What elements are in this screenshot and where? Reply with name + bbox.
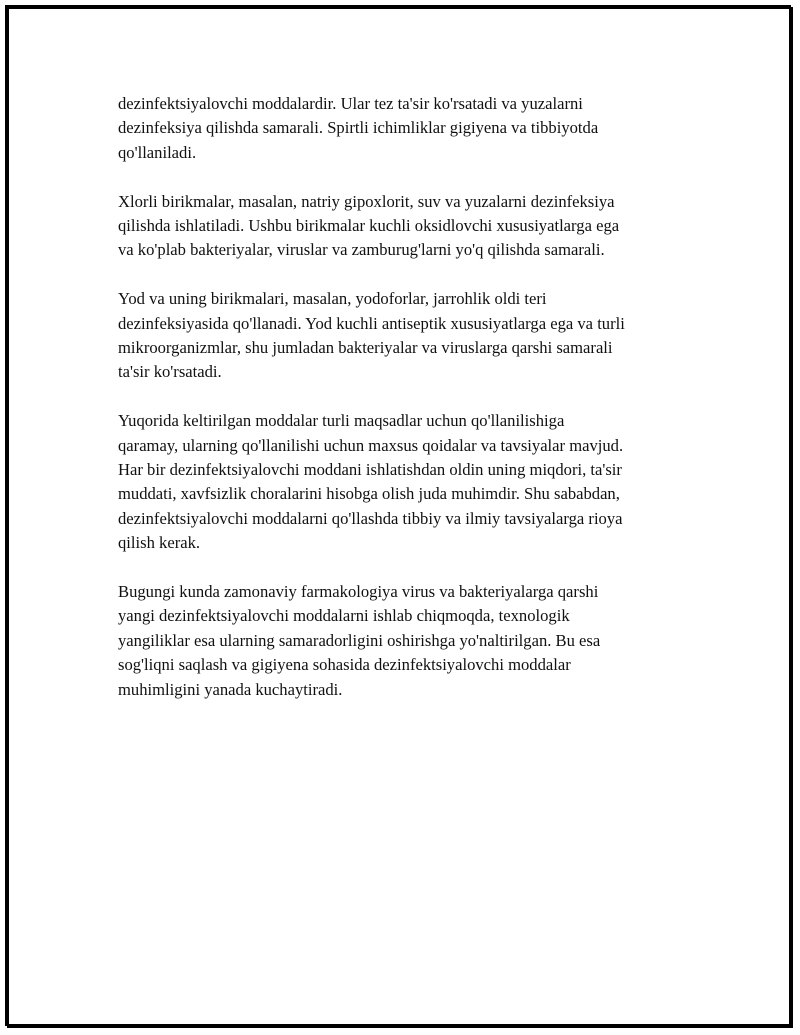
document-body <box>118 92 698 726</box>
paragraph-usage-guidelines: Yuqorida keltirilgan moddalar turli maqsadlar uchun qo'llanilishiga qaramay, ularning qo'llanilishi uchun maxsus qoidalar va tavsiyalar mavjud. Har bir dezinfektsiyalovchi moddani ishlatishdan oldin uning miqdori, ta'sir muddati, xavfsizlik choralarini hisobga olish juda muhimdir. Shu sababdan, dezinfektsiyalovchi moddalarni qo'llashda tibbiy va ilmiy tavsiyalarga rioya qilish kerak. <box>118 411 624 553</box>
paragraph-iodine: Yod va uning birikmalari, masalan, yodoforlar, jarrohlik oldi teri dezinfeksiyasida qo'llanadi. Yod kuchli antiseptik xususiyatlarga ega va turli mikroorganizmlar, shu jumladan bakteriyalar va viruslarga qarshi samarali ta'sir ko'rsatadi. <box>118 289 625 382</box>
paragraph-chlorine-compounds: Xlorli birikmalar, masalan, natriy gipoxlorit, suv va yuzalarni dezinfeksiya qilishda ishlatiladi. Ushbu birikmalar kuchli oksidlovchi xususiyatlarga ega va ko'plab bakteriyalar, viruslar va zamburug'larni yo'q qilishda samarali. <box>118 191 620 260</box>
paragraph-modern-pharmacology: Bugungi kunda zamonaviy farmakologiya virus va bakteriyalarga qarshi yangi dezinfektsiyalovchi moddalarni ishlab chiqmoqda, texnologik yangiliklar esa ularning samaradorligini oshirishga yo'naltirilgan. Bu esa sog'liqni saqlash va gigiyena sohasida dezinfektsiyalovchi moddalar muhimligini yanada kuchaytiradi. <box>118 582 601 699</box>
paragraph-alcohols: dezinfektsiyalovchi moddalardir. Ular tez ta'sir ko'rsatadi va yuzalarni dezinfeksiya qilishda samarali. Spirtli ichimliklar gigiyena va tibbiyotda qo'llaniladi. <box>118 94 599 162</box>
